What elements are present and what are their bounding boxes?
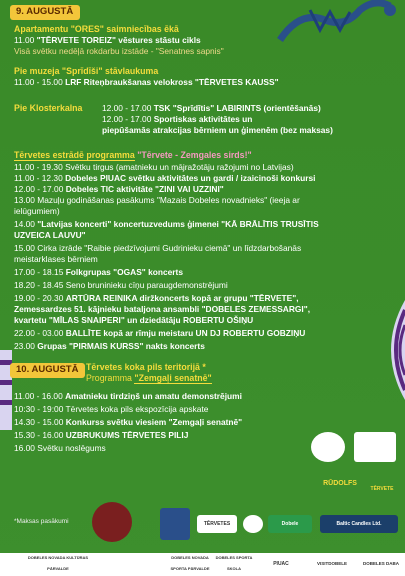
event-line: Visā svētku nedēļā rokdarbu izstāde - "Senatnes sapnis" — [14, 46, 224, 56]
sponsor-logos-bar — [0, 553, 405, 576]
baltic-candles-logo: Baltic Candles Ltd. — [320, 515, 398, 533]
section-title-muzejs: Pie muzeja "Sprīdīši" stāvlaukuma — [14, 66, 159, 76]
event-line: 15.30 - 16.00 UZBRUKUMS TĒRVETES PILIJ — [14, 430, 189, 440]
event-line: 12.00 - 17.00 TSK "Sprīdītis" LABIRINTS (orientēšanās) — [102, 103, 321, 113]
coat-of-arms-logo — [160, 508, 190, 540]
piuac-logo: PIUAC — [258, 555, 304, 573]
event-line: 15.00 Cirka izrāde "Raibie piedzīvojumi Gudrinieku ciemā" un līdzdarbošanās — [14, 243, 302, 253]
event-line: 11.00 - 16.00 Amatnieku tirdziņš un amatu demonstrējumi — [14, 391, 242, 401]
date-badge-day2: 10. AUGUSTĀ — [10, 363, 85, 378]
castle-logo — [354, 432, 396, 462]
kultura-logo-icon — [4, 554, 24, 574]
event-line: 12.00 - 17.00 Dobeles TIC aktivitāte "ZINI VAI UZZINI" — [14, 184, 224, 194]
event-line: piepūšamās atrakcijas bērniem un ģimenēm (bez maksas) — [102, 125, 333, 135]
event-line: 22.00 - 03.00 BALLĪTE kopā ar rīmju meistaru UN DJ ROBERTU GOBZIŅU — [14, 328, 306, 338]
dobeles-daba-logo: DOBELES DABA — [360, 555, 402, 573]
event-line: 11.00 - 12.30 Dobeles PIUAC svētku aktivitātes un gardi / izaicinoši konkursi — [14, 173, 316, 183]
event-line: ielūgumiem) — [14, 206, 60, 216]
event-line: kvartetu "MĪLAS SNAIPERI" un dziedātāju ROBERTU OŠIŅU — [14, 315, 254, 325]
event-line: 12.00 - 17.00 Sportiskas aktivitātes un — [102, 114, 253, 124]
section-title-ores: Apartamentu "ORES" saimniecības ēkā — [14, 24, 179, 34]
event-line: 11.00 - 19.30 Svētku tirgus (amatnieku un mājražotāju ražojumi no Latvijas) — [14, 162, 294, 172]
section-title-klosterkalns: Pie Klosterkalna — [14, 103, 83, 113]
dobele-logo: Dobele — [268, 515, 312, 533]
program-subtitle: Programma "Zemgaļi senatnē" — [86, 373, 212, 383]
event-line: 14.30 - 15.00 Konkurss svētku viesiem "Zemgaļi senatnē" — [14, 417, 243, 427]
rudolfs-logo: RŪDOLFS — [323, 479, 357, 487]
event-line: 13.00 Mazuļu godināšanas pasākums "Mazais Dobeles novadnieks" (ieeja ar — [14, 195, 300, 205]
event-line: 11.00 "TĒRVETE TOREIZ" vēstures stāstu cikls — [14, 35, 201, 45]
event-line: 23.00 Grupas "PIRMAIS KURSS" nakts koncerts — [14, 341, 205, 351]
event-line: 17.00 - 18.15 Folkgrupas "OGAS" koncerts — [14, 267, 183, 277]
event-line: 16.00 Svētku noslēgums — [14, 443, 106, 453]
event-line: 14.00 "Latvijas koncerti" koncertuzvedums ģimenei "KĀ BRĀLĪTIS TRUSĪTIS — [14, 219, 319, 229]
sporta-parvalde-logo: DOBELES NOVADA SPORTA PĀRVALDE — [170, 555, 210, 571]
date-badge-day1: 9. AUGUSTĀ — [10, 5, 80, 20]
visitdobele-logo: VISITDOBELE — [308, 555, 356, 573]
tervete-logo: TĒRVETE — [370, 485, 394, 492]
event-line: Zemessardzes 51. kājnieku bataljona ansambli "DOBELES ZEMESSARGI", — [14, 304, 311, 314]
logo-badge — [311, 432, 345, 462]
event-line: 19.00 - 20.30 ARTŪRA REINIKA diržkoncerts kopā ar grupu "TĒRVETE", — [14, 293, 299, 303]
sporta-logo-icon — [148, 554, 168, 574]
event-line: UZVEICA LAUVU" — [14, 230, 86, 240]
sporta-skola-logo: DOBELES SPORTA SKOLA — [215, 555, 253, 571]
event-line: 18.20 - 18.45 Seno bruninieku cīņu paraugdemonstrējumi — [14, 280, 228, 290]
event-line: meistarklases bērniem — [14, 254, 98, 264]
kultura-parvalde-logo: DOBELES NOVADA KULTŪRAS PĀRVALDE — [27, 555, 89, 571]
round-logo — [243, 515, 263, 533]
section-title-koka-pils: Tērvetes koka pils teritorijā * — [86, 362, 206, 372]
event-line: 10:30 - 19:00 Tērvetes koka pils ekspozīcija apskate — [14, 404, 209, 414]
footnote: *Maksas pasākumi — [14, 518, 69, 525]
section-title-estrade: Tērvetes estrādē programma "Tērvete - Zemgales sirds!" — [14, 150, 252, 160]
emblem-logo — [92, 502, 132, 542]
event-line: 11.00 - 15.00 LRF Riteņbraukšanas velokross "TĒRVETES KAUSS" — [14, 77, 279, 87]
tervete-brand-logo: TĒRVETES — [197, 515, 237, 533]
